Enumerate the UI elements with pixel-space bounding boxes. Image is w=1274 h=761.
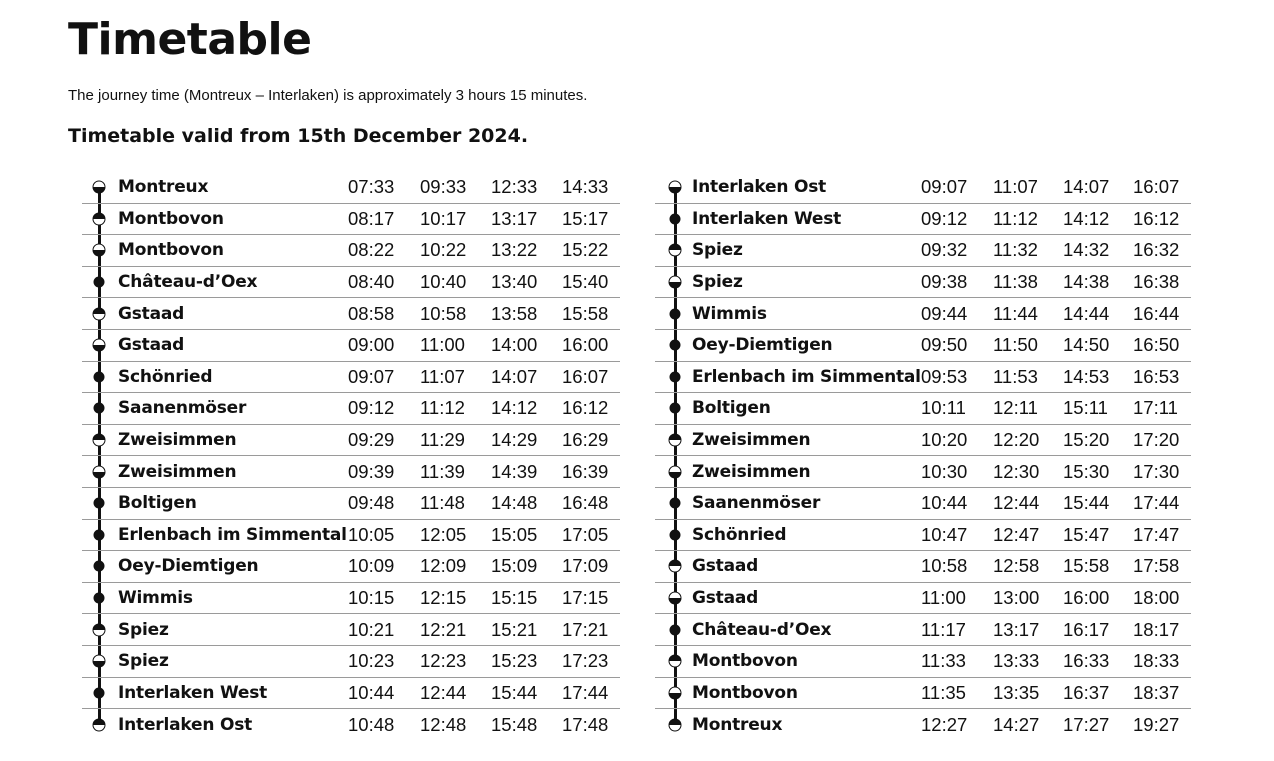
- station-name: Interlaken Ost: [692, 177, 827, 198]
- departure-time: 11:32: [993, 239, 1038, 261]
- arrival-stop-icon: [93, 434, 106, 447]
- departure-time: 15:30: [1063, 460, 1110, 482]
- departure-time: 11:00: [420, 334, 465, 356]
- departure-time: 09:12: [921, 207, 968, 229]
- departure-time: 14:44: [1063, 302, 1110, 324]
- departure-stop-icon: [93, 244, 106, 257]
- departure-time: 15:15: [491, 587, 538, 609]
- departure-time: 10:11: [921, 397, 966, 419]
- arrival-stop-icon: [93, 307, 106, 320]
- timetable-row: [82, 393, 620, 425]
- departure-time: 16:07: [562, 365, 609, 387]
- stop-dot-icon: [94, 593, 105, 604]
- timetable-row: [82, 709, 620, 741]
- departure-time: 10:47: [921, 523, 968, 545]
- departure-time: 11:44: [993, 302, 1038, 324]
- timetable-row: [82, 551, 620, 583]
- stop-dot-icon: [94, 371, 105, 382]
- departure-time: 16:48: [562, 492, 609, 514]
- timetable-row: [655, 425, 1191, 457]
- departure-time: 11:00: [921, 587, 966, 609]
- departure-time: 12:30: [993, 460, 1040, 482]
- station-name: Saanenmöser: [118, 398, 247, 419]
- departure-time: 07:33: [348, 176, 395, 198]
- stop-dot-icon: [670, 340, 681, 351]
- departure-time: 11:07: [993, 176, 1038, 198]
- departure-time: 12:15: [420, 587, 467, 609]
- page-title: Timetable: [68, 14, 312, 65]
- timetable-row: [655, 235, 1191, 267]
- stop-dot-icon: [670, 498, 681, 509]
- departure-time: 18:00: [1133, 587, 1180, 609]
- journey-time-text: The journey time (Montreux – Interlaken) is approximately 3 hours 15 minutes.: [68, 87, 588, 104]
- timetable-row: [655, 488, 1191, 520]
- stop-dot-icon: [670, 529, 681, 540]
- departure-time: 16:07: [1133, 176, 1180, 198]
- timetable-row: [82, 330, 620, 362]
- departure-stop-icon: [669, 181, 682, 194]
- departure-time: 12:11: [993, 397, 1038, 419]
- departure-time: 15:17: [562, 207, 609, 229]
- departure-time: 13:58: [491, 302, 538, 324]
- departure-stop-icon: [669, 592, 682, 605]
- departure-time: 09:07: [921, 176, 968, 198]
- departure-time: 09:32: [921, 239, 968, 261]
- departure-time: 10:15: [348, 587, 395, 609]
- departure-time: 17:58: [1133, 555, 1180, 577]
- station-name: Oey-Diemtigen: [118, 556, 259, 577]
- departure-time: 14:50: [1063, 334, 1110, 356]
- timetable-row: [82, 646, 620, 678]
- station-name: Zweisimmen: [692, 461, 811, 482]
- departure-time: 08:58: [348, 302, 395, 324]
- departure-time: 11:12: [420, 397, 465, 419]
- timetable-row: [82, 425, 620, 457]
- timetable-interlaken-to-montreux: [655, 172, 1191, 741]
- departure-time: 12:48: [420, 713, 467, 735]
- departure-time: 09:07: [348, 365, 395, 387]
- arrival-stop-icon: [669, 655, 682, 668]
- departure-time: 15:44: [491, 681, 538, 703]
- departure-time: 11:12: [993, 207, 1038, 229]
- departure-time: 14:29: [491, 429, 538, 451]
- departure-time: 16:50: [1133, 334, 1180, 356]
- departure-time: 13:33: [993, 650, 1040, 672]
- departure-time: 15:47: [1063, 523, 1110, 545]
- departure-stop-icon: [93, 655, 106, 668]
- departure-time: 09:44: [921, 302, 968, 324]
- departure-time: 17:09: [562, 555, 609, 577]
- timetable-row: [655, 362, 1191, 394]
- departure-time: 12:44: [420, 681, 467, 703]
- departure-time: 11:48: [420, 492, 465, 514]
- station-name: Interlaken West: [118, 682, 268, 703]
- timetable-row: [655, 583, 1191, 615]
- timetable-row: [655, 709, 1191, 741]
- departure-time: 16:12: [1133, 207, 1180, 229]
- departure-time: 14:12: [491, 397, 538, 419]
- departure-time: 16:12: [562, 397, 609, 419]
- departure-time: 17:23: [562, 650, 609, 672]
- timetable-row: [655, 678, 1191, 710]
- departure-time: 15:22: [562, 239, 609, 261]
- departure-time: 14:12: [1063, 207, 1110, 229]
- station-name: Oey-Diemtigen: [692, 335, 833, 356]
- departure-time: 17:44: [1133, 492, 1180, 514]
- departure-time: 14:32: [1063, 239, 1110, 261]
- station-name: Boltigen: [692, 398, 771, 419]
- departure-time: 14:07: [491, 365, 538, 387]
- departure-time: 17:47: [1133, 523, 1180, 545]
- station-name: Montbovon: [118, 240, 224, 261]
- departure-time: 09:33: [420, 176, 467, 198]
- departure-time: 15:21: [491, 618, 538, 640]
- departure-time: 16:00: [1063, 587, 1110, 609]
- arrival-stop-icon: [669, 718, 682, 731]
- timetable-row: [82, 298, 620, 330]
- departure-time: 14:00: [491, 334, 538, 356]
- departure-time: 09:12: [348, 397, 395, 419]
- timetable-row: [655, 267, 1191, 299]
- departure-time: 15:05: [491, 523, 538, 545]
- station-name: Montreux: [118, 177, 209, 198]
- departure-time: 15:40: [562, 271, 609, 293]
- departure-time: 16:32: [1133, 239, 1180, 261]
- departure-time: 12:33: [491, 176, 538, 198]
- departure-time: 09:50: [921, 334, 968, 356]
- departure-time: 12:05: [420, 523, 467, 545]
- timetable-row: [82, 204, 620, 236]
- departure-time: 10:22: [420, 239, 467, 261]
- departure-time: 15:58: [562, 302, 609, 324]
- timetable-row: [655, 551, 1191, 583]
- station-name: Saanenmöser: [692, 493, 821, 514]
- departure-time: 16:29: [562, 429, 609, 451]
- departure-time: 10:48: [348, 713, 395, 735]
- departure-time: 16:33: [1063, 650, 1110, 672]
- station-name: Wimmis: [692, 303, 767, 324]
- departure-time: 09:38: [921, 271, 968, 293]
- departure-time: 11:53: [993, 365, 1038, 387]
- station-name: Erlenbach im Simmental: [118, 524, 347, 545]
- departure-time: 08:17: [348, 207, 395, 229]
- departure-time: 09:00: [348, 334, 395, 356]
- departure-stop-icon: [93, 465, 106, 478]
- departure-time: 15:09: [491, 555, 538, 577]
- departure-time: 10:21: [348, 618, 395, 640]
- timetable-montreux-to-interlaken: [82, 172, 620, 741]
- departure-time: 12:09: [420, 555, 467, 577]
- departure-time: 13:40: [491, 271, 538, 293]
- departure-time: 11:17: [921, 618, 966, 640]
- departure-time: 16:00: [562, 334, 609, 356]
- arrival-stop-icon: [93, 623, 106, 636]
- station-name: Zweisimmen: [118, 461, 237, 482]
- departure-time: 12:47: [993, 523, 1040, 545]
- departure-time: 15:20: [1063, 429, 1110, 451]
- stop-dot-icon: [670, 403, 681, 414]
- departure-time: 09:48: [348, 492, 395, 514]
- departure-time: 08:40: [348, 271, 395, 293]
- departure-time: 14:07: [1063, 176, 1110, 198]
- station-name: Montbovon: [692, 682, 798, 703]
- departure-time: 09:53: [921, 365, 968, 387]
- timetable-row: [655, 298, 1191, 330]
- arrival-stop-icon: [93, 212, 106, 225]
- stop-dot-icon: [94, 529, 105, 540]
- departure-time: 11:50: [993, 334, 1038, 356]
- departure-time: 10:05: [348, 523, 395, 545]
- station-name: Gstaad: [692, 556, 759, 577]
- departure-time: 14:48: [491, 492, 538, 514]
- departure-time: 10:44: [921, 492, 968, 514]
- station-name: Montreux: [692, 714, 783, 735]
- station-name: Spiez: [118, 619, 169, 640]
- station-name: Spiez: [692, 272, 743, 293]
- timetable-valid-heading: Timetable valid from 15th December 2024.: [68, 125, 529, 147]
- stop-dot-icon: [670, 308, 681, 319]
- station-name: Zweisimmen: [118, 430, 237, 451]
- station-name: Schönried: [118, 366, 213, 387]
- departure-time: 16:44: [1133, 302, 1180, 324]
- departure-time: 13:35: [993, 681, 1040, 703]
- departure-time: 10:09: [348, 555, 395, 577]
- timetable-row: [655, 393, 1191, 425]
- departure-time: 10:20: [921, 429, 968, 451]
- departure-time: 15:23: [491, 650, 538, 672]
- station-name: Château-d’Oex: [692, 619, 832, 640]
- departure-stop-icon: [669, 686, 682, 699]
- station-name: Gstaad: [118, 303, 185, 324]
- stop-dot-icon: [94, 687, 105, 698]
- departure-time: 13:17: [993, 618, 1040, 640]
- departure-time: 15:48: [491, 713, 538, 735]
- departure-time: 13:00: [993, 587, 1040, 609]
- departure-stop-icon: [93, 339, 106, 352]
- departure-time: 15:44: [1063, 492, 1110, 514]
- departure-time: 14:53: [1063, 365, 1110, 387]
- stop-dot-icon: [94, 498, 105, 509]
- departure-time: 18:37: [1133, 681, 1180, 703]
- departure-time: 10:58: [921, 555, 968, 577]
- departure-time: 14:33: [562, 176, 609, 198]
- departure-time: 10:44: [348, 681, 395, 703]
- departure-time: 10:30: [921, 460, 968, 482]
- departure-time: 15:58: [1063, 555, 1110, 577]
- timetable-row: [82, 678, 620, 710]
- departure-time: 16:37: [1063, 681, 1110, 703]
- timetable-row: [655, 330, 1191, 362]
- timetable-row: [655, 456, 1191, 488]
- departure-time: 16:17: [1063, 618, 1110, 640]
- timetable-row: [655, 520, 1191, 552]
- departure-time: 17:11: [1133, 397, 1178, 419]
- departure-time: 12:21: [420, 618, 467, 640]
- departure-time: 08:22: [348, 239, 395, 261]
- station-name: Montbovon: [692, 651, 798, 672]
- departure-time: 12:20: [993, 429, 1040, 451]
- departure-time: 18:17: [1133, 618, 1180, 640]
- station-name: Gstaad: [692, 588, 759, 609]
- departure-time: 12:58: [993, 555, 1040, 577]
- departure-time: 19:27: [1133, 713, 1180, 735]
- timetable-row: [82, 520, 620, 552]
- departure-time: 17:30: [1133, 460, 1180, 482]
- arrival-stop-icon: [669, 560, 682, 573]
- timetable-row: [82, 614, 620, 646]
- departure-time: 10:23: [348, 650, 395, 672]
- departure-time: 17:15: [562, 587, 609, 609]
- departure-stop-icon: [669, 465, 682, 478]
- stop-dot-icon: [670, 624, 681, 635]
- timetable-row: [82, 488, 620, 520]
- departure-time: 12:23: [420, 650, 467, 672]
- timetable-row: [82, 456, 620, 488]
- arrival-stop-icon: [93, 718, 106, 731]
- timetable-row: [82, 235, 620, 267]
- station-name: Gstaad: [118, 335, 185, 356]
- departure-time: 14:39: [491, 460, 538, 482]
- stop-dot-icon: [670, 213, 681, 224]
- departure-time: 18:33: [1133, 650, 1180, 672]
- stop-dot-icon: [94, 277, 105, 288]
- station-name: Schönried: [692, 524, 787, 545]
- departure-time: 11:35: [921, 681, 966, 703]
- timetable-row: [655, 614, 1191, 646]
- departure-time: 11:07: [420, 365, 465, 387]
- station-name: Spiez: [692, 240, 743, 261]
- departure-time: 11:29: [420, 429, 465, 451]
- departure-time: 14:27: [993, 713, 1040, 735]
- departure-time: 09:39: [348, 460, 395, 482]
- timetable-row: [82, 172, 620, 204]
- departure-time: 11:39: [420, 460, 465, 482]
- timetable-row: [82, 267, 620, 299]
- departure-time: 10:58: [420, 302, 467, 324]
- departure-time: 16:39: [562, 460, 609, 482]
- departure-time: 17:21: [562, 618, 609, 640]
- station-name: Wimmis: [118, 588, 193, 609]
- departure-stop-icon: [669, 276, 682, 289]
- departure-time: 10:40: [420, 271, 467, 293]
- station-name: Erlenbach im Simmental: [692, 366, 921, 387]
- departure-time: 12:27: [921, 713, 968, 735]
- departure-time: 12:44: [993, 492, 1040, 514]
- station-name: Boltigen: [118, 493, 197, 514]
- departure-time: 17:44: [562, 681, 609, 703]
- station-name: Château-d’Oex: [118, 272, 258, 293]
- stop-dot-icon: [94, 561, 105, 572]
- station-name: Interlaken West: [692, 208, 842, 229]
- departure-time: 16:53: [1133, 365, 1180, 387]
- departure-time: 16:38: [1133, 271, 1180, 293]
- departure-time: 11:33: [921, 650, 966, 672]
- timetable-row: [655, 204, 1191, 236]
- timetable-row: [82, 362, 620, 394]
- departure-time: 17:48: [562, 713, 609, 735]
- arrival-stop-icon: [669, 244, 682, 257]
- departure-time: 15:11: [1063, 397, 1108, 419]
- arrival-stop-icon: [669, 434, 682, 447]
- departure-time: 17:27: [1063, 713, 1110, 735]
- departure-stop-icon: [93, 181, 106, 194]
- timetable-row: [655, 172, 1191, 204]
- timetable-row: [655, 646, 1191, 678]
- departure-time: 14:38: [1063, 271, 1110, 293]
- stop-dot-icon: [670, 371, 681, 382]
- timetable-row: [82, 583, 620, 615]
- stop-dot-icon: [94, 403, 105, 414]
- station-name: Interlaken Ost: [118, 714, 253, 735]
- station-name: Montbovon: [118, 208, 224, 229]
- departure-time: 17:20: [1133, 429, 1180, 451]
- station-name: Zweisimmen: [692, 430, 811, 451]
- departure-time: 17:05: [562, 523, 609, 545]
- departure-time: 11:38: [993, 271, 1038, 293]
- departure-time: 13:17: [491, 207, 538, 229]
- departure-time: 10:17: [420, 207, 467, 229]
- departure-time: 13:22: [491, 239, 538, 261]
- station-name: Spiez: [118, 651, 169, 672]
- departure-time: 09:29: [348, 429, 395, 451]
